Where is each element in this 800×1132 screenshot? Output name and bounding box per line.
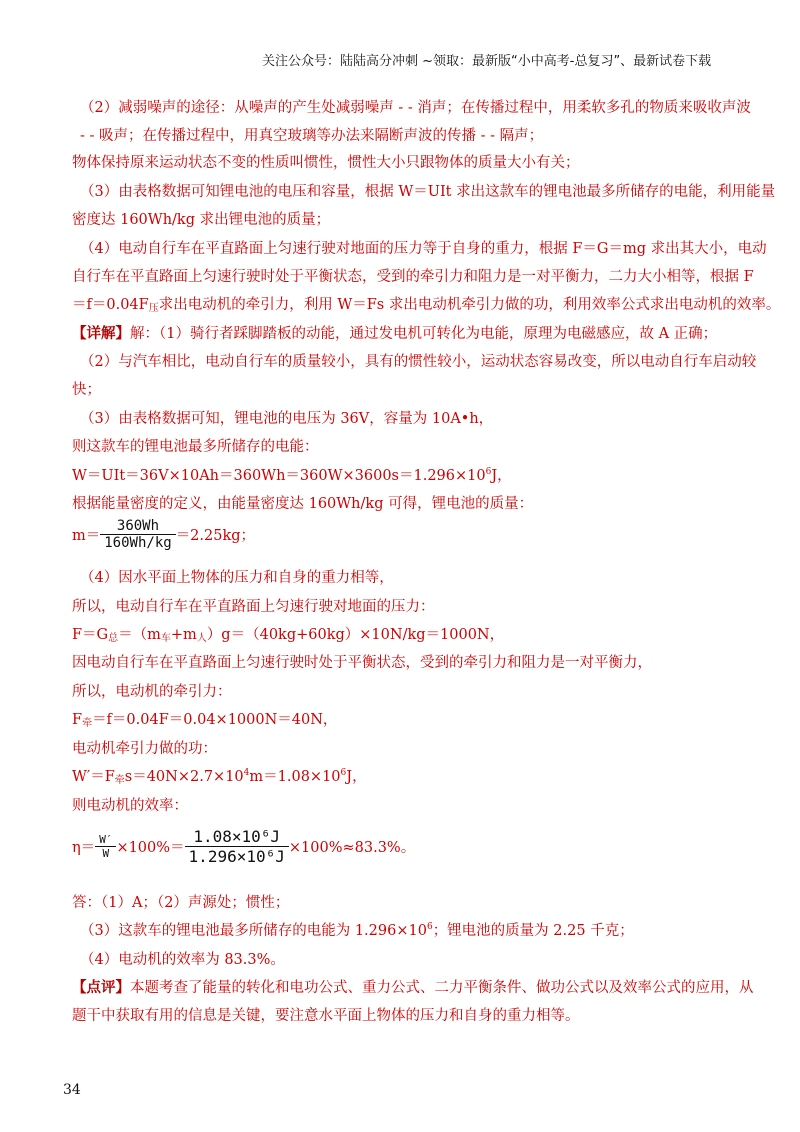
text-span: ×100%＝ xyxy=(116,840,185,856)
text-line xyxy=(72,623,504,644)
text-line: 因电动自行车在平直路面上匀速行驶时处于平衡状态，受到的牵引力和阻力是一对平衡力， xyxy=(72,655,652,671)
text-span: ＝2.25kg； xyxy=(175,528,256,544)
text-span: ×100%≈83.3%。 xyxy=(288,840,416,856)
text-line: 自行车在平直路面上匀速行驶时处于平衡状态，受到的牵引力和阻力是一对平衡力，二力大小相等，根据 F xyxy=(72,269,754,285)
detail-label: 【详解】 xyxy=(72,325,130,342)
text-line: 则这款车的锂电池最多所储存的电能： xyxy=(72,439,319,455)
text-line xyxy=(72,765,367,786)
subscript: 压 xyxy=(148,303,159,314)
text-line xyxy=(72,708,337,729)
text-line: 物体保持原来运动状态不变的性质叫惯性，惯性大小只跟物体的质量大小有关； xyxy=(72,155,580,171)
denominator: 160Wh/kg xyxy=(104,535,172,551)
text-span: W＝UIt＝36V×10Ah＝360Wh＝360W×3600s＝1.296×10 xyxy=(72,468,486,484)
fraction xyxy=(185,827,289,866)
subscript: 总 xyxy=(108,633,119,644)
text-span: 本题考查了能量的转化和电功公式、重力公式、二力平衡条件、做功公式以及效率公式的应用，从 xyxy=(130,980,754,996)
text-span: ＝f＝0.04F xyxy=(72,297,149,313)
superscript: 6 xyxy=(426,922,433,932)
text-line: （4）电动自行车在平直路面上匀速行驶对地面的压力等于自身的重力，根据 F＝G＝mg 求出其大小，电动 xyxy=(80,241,767,257)
page-number: 34 xyxy=(63,1082,81,1098)
superscript: 6 xyxy=(340,768,347,778)
formula-line xyxy=(72,518,255,551)
text-span: +m xyxy=(170,627,197,643)
text-span: m＝1.08×10 xyxy=(249,769,341,785)
text-line: （2）与汽车相比，电动自行车的质量较小，具有的惯性较小，运动状态容易改变，所以电动自行车启动较 xyxy=(80,354,757,370)
denominator: W xyxy=(102,847,110,860)
subscript: 牵 xyxy=(82,718,93,729)
subscript: 牵 xyxy=(114,775,125,786)
numerator: 1.08×10⁶J xyxy=(185,827,289,847)
text-line: 密度达 160Wh/kg 求出锂电池的质量； xyxy=(72,212,331,228)
text-line: 根据能量密度的定义，由能量密度达 160Wh/kg 可得，锂电池的质量： xyxy=(72,496,534,512)
superscript: 6 xyxy=(485,467,492,477)
text-span: m＝ xyxy=(72,528,101,544)
text-line: 所以，电动机的牵引力： xyxy=(72,684,232,700)
numerator: 360Wh xyxy=(100,518,175,535)
superscript: 4 xyxy=(243,768,250,778)
text-line: 答：（1）A；（2）声源处；惯性； xyxy=(72,895,290,911)
formula-line xyxy=(72,827,415,866)
text-span: F＝G xyxy=(72,627,109,643)
text-line: （3）由表格数据可知锂电池的电压和容量，根据 W＝UIt 求出这款车的锂电池最多所储存的电能，利用能量 xyxy=(80,184,776,200)
fraction xyxy=(100,518,175,551)
text-span: 求出电动机的牵引力，利用 W＝Fs 求出电动机牵引力做的功，利用效率公式求出电动机的效率。 xyxy=(158,297,781,313)
page-header: 关注公众号：陆陆高分冲刺 ~领取：最新版“小中高考-总复习”、最新试卷下载 xyxy=(262,54,712,69)
text-span: （3）这款车的锂电池最多所储存的电能为 1.296×10 xyxy=(80,923,427,939)
text-span: ）g＝（40kg+60kg）×10N/kg＝1000N， xyxy=(206,627,505,643)
text-span: s＝40N×2.7×10 xyxy=(124,769,244,785)
text-span: η＝ xyxy=(72,840,96,856)
text-line xyxy=(72,293,780,314)
text-span: ＝f＝0.04F＝0.04×1000N＝40N， xyxy=(92,712,338,728)
text-span: W′＝F xyxy=(72,769,115,785)
text-line: （4）因水平面上物体的压力和自身的重力相等， xyxy=(80,570,394,586)
text-line: 则电动机的效率： xyxy=(72,798,188,814)
text-span: F xyxy=(72,712,83,728)
text-line: 快； xyxy=(72,382,101,398)
text-line xyxy=(72,976,754,997)
text-line: 题干中获取有用的信息是关键，要注意水平面上物体的压力和自身的重力相等。 xyxy=(72,1008,580,1024)
text-line xyxy=(72,322,717,343)
text-line: 所以，电动自行车在平直路面上匀速行驶对地面的压力： xyxy=(72,599,435,615)
text-line xyxy=(72,464,512,485)
text-line: （2）减弱噪声的途径：从噪声的产生处减弱噪声 - - 消声；在传播过程中，用柔软多孔的物质来吸收声波 xyxy=(80,100,751,116)
text-span: 解：（1）骑行者踩脚踏板的动能，通过发电机可转化为电能，原理为电磁感应，故 A 正确； xyxy=(130,326,718,342)
subscript: 车 xyxy=(160,633,171,644)
text-line: - - 吸声；在传播过程中，用真空玻璃等办法来隔断声波的传播 - - 隔声； xyxy=(80,128,544,144)
comment-label: 【点评】 xyxy=(72,979,130,996)
text-line: 电动机牵引力做的功： xyxy=(72,741,217,757)
text-span: J， xyxy=(346,769,367,785)
text-span: ＝（m xyxy=(118,627,161,643)
text-line: （4）电动机的效率为 83.3%。 xyxy=(80,952,285,968)
text-line: （3）由表格数据可知，锂电池的电压为 36V，容量为 10A•h， xyxy=(80,411,494,427)
text-line xyxy=(72,919,634,940)
text-span: J， xyxy=(491,468,512,484)
subscript: 人 xyxy=(196,633,207,644)
fraction xyxy=(95,833,116,860)
text-span: ；锂电池的质量为 2.25 千克； xyxy=(432,923,634,939)
denominator: 1.296×10⁶J xyxy=(188,847,285,866)
numerator: W′ xyxy=(95,833,116,847)
